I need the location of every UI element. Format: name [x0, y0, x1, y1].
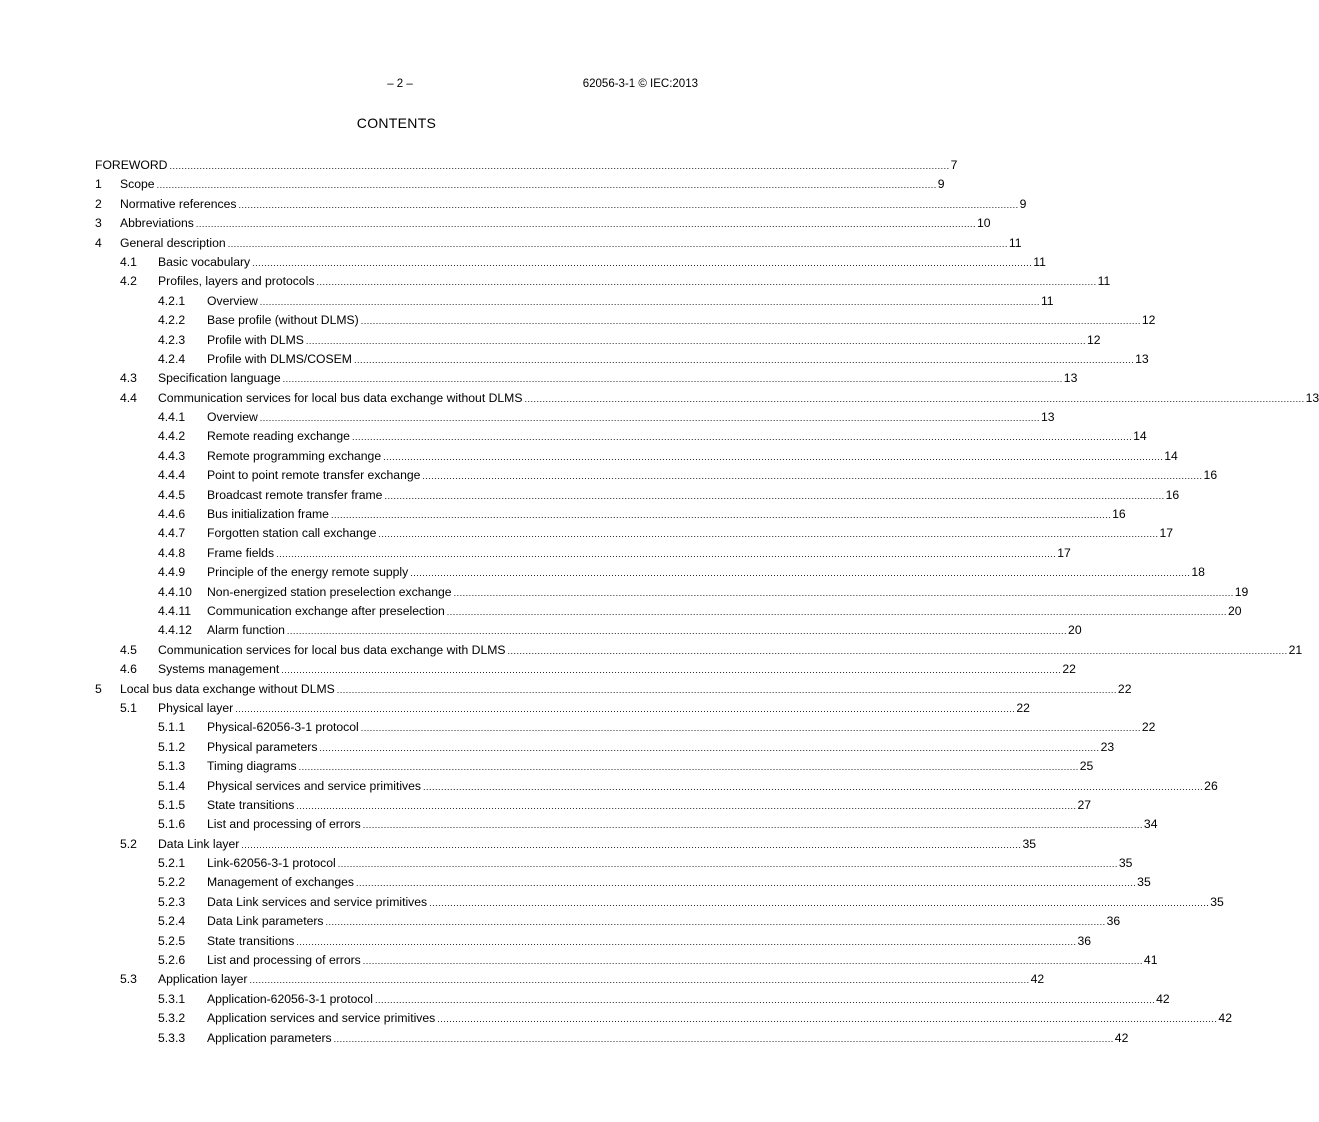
- toc-entry-page: 11: [1040, 293, 1054, 308]
- toc-entry-page: 34: [1143, 817, 1158, 832]
- toc-entry-page: 42: [1156, 991, 1170, 1006]
- dot-leader: ....................................................................................................................................................................................................................................................................: [235, 703, 1016, 714]
- toc-entry-title: Scope: [120, 177, 155, 192]
- toc-entry-number: 4.4.10: [158, 584, 192, 599]
- toc-entry-page: 17: [1057, 545, 1071, 560]
- dot-leader: ....................................................................................................................................................................................................................................................................: [305, 335, 1086, 346]
- document-reference: 62056-3-1 © IEC:2013: [582, 78, 698, 90]
- toc-entry-title: Specification language: [158, 371, 281, 386]
- toc-entry-page: 17: [1159, 526, 1174, 541]
- toc-entry-number: 4.4.9: [158, 565, 186, 580]
- toc-entry-page: 20: [1227, 603, 1242, 618]
- dot-leader: ....................................................................................................................................................................................................................................................................: [259, 296, 1040, 307]
- toc-entry-title: Communication exchange after preselection: [207, 603, 445, 618]
- toc-entry[interactable]: [95, 777, 1218, 796]
- toc-entry[interactable]: [95, 796, 1092, 815]
- dot-leader: ....................................................................................................................................................................................................................................................................: [437, 1014, 1218, 1025]
- toc-entry-page: 23: [1100, 739, 1115, 754]
- toc-entry-page: 16: [1165, 487, 1180, 502]
- dot-leader: ....................................................................................................................................................................................................................................................................: [330, 510, 1112, 521]
- toc-entry-number: 4.4.1: [158, 410, 186, 425]
- toc-entry-page: 42: [1218, 1011, 1232, 1026]
- toc-entry-title: Physical parameters: [207, 739, 318, 754]
- toc-entry-title: Profile with DLMS: [207, 332, 304, 347]
- toc-entry-number: 5.2.6: [158, 953, 186, 968]
- toc-entry-number: 5.1.2: [158, 739, 186, 754]
- toc-entry[interactable]: [95, 583, 1249, 602]
- toc-entry-page: 16: [1203, 468, 1218, 483]
- toc-entry[interactable]: [95, 912, 1121, 931]
- toc-entry[interactable]: [95, 486, 1180, 505]
- dot-leader: ....................................................................................................................................................................................................................................................................: [362, 956, 1143, 967]
- toc-entry-title: Local bus data exchange without DLMS: [120, 681, 335, 696]
- dot-leader: ....................................................................................................................................................................................................................................................................: [429, 897, 1210, 908]
- dot-leader: ....................................................................................................................................................................................................................................................................: [410, 568, 1191, 579]
- toc-entry[interactable]: [95, 253, 1046, 272]
- dot-leader: ....................................................................................................................................................................................................................................................................: [446, 606, 1227, 617]
- toc-entry-number: 5.2.1: [158, 856, 186, 871]
- toc-entry-number: 5.2.4: [158, 914, 186, 929]
- toc-entry-title: Application parameters: [207, 1030, 332, 1045]
- toc-entry[interactable]: [95, 272, 1111, 291]
- toc-entry-page: 18: [1191, 565, 1205, 580]
- dot-leader: ....................................................................................................................................................................................................................................................................: [281, 665, 1062, 676]
- dot-leader: ....................................................................................................................................................................................................................................................................: [524, 393, 1305, 404]
- toc-entry-page: 20: [1068, 623, 1082, 638]
- toc-entry[interactable]: [95, 970, 1045, 989]
- toc-entry-number: 4.4.5: [158, 487, 186, 502]
- toc-entry[interactable]: [95, 815, 1158, 834]
- toc-entry-page: 11: [1008, 235, 1022, 250]
- toc-entry[interactable]: [95, 292, 1054, 311]
- toc-entry-number: 4.4.3: [158, 448, 186, 463]
- toc-entry-number: 4.4.11: [158, 603, 191, 618]
- toc-entry-number: 4.4.7: [158, 526, 186, 541]
- toc-entry-page: 16: [1112, 507, 1126, 522]
- dot-leader: ....................................................................................................................................................................................................................................................................: [360, 316, 1141, 327]
- dot-leader: ....................................................................................................................................................................................................................................................................: [383, 451, 1164, 462]
- toc-entry-title: Application services and service primitives: [207, 1011, 436, 1026]
- toc-entry[interactable]: [95, 524, 1174, 543]
- toc-entry-title: Overview: [207, 410, 258, 425]
- toc-entry-page: 22: [1117, 681, 1132, 696]
- toc-entry[interactable]: [95, 757, 1094, 776]
- toc-entry-title: Abbreviations: [120, 216, 194, 231]
- toc-entry[interactable]: [95, 234, 1022, 253]
- toc-entry-number: 5.3: [120, 972, 137, 987]
- toc-entry-page: 19: [1234, 584, 1249, 599]
- toc-entry-number: 5.2.3: [158, 894, 186, 909]
- toc-entry-page: 7: [950, 158, 958, 172]
- toc-entry-page: 22: [1016, 700, 1030, 715]
- toc-entry-title: Systems management: [158, 662, 280, 677]
- toc-entry[interactable]: [95, 544, 1071, 563]
- toc-entry-title: Application layer: [158, 972, 248, 987]
- toc-entry-number: 5: [95, 681, 102, 696]
- toc-entry-page: 35: [1210, 894, 1224, 909]
- dot-leader: ....................................................................................................................................................................................................................................................................: [282, 374, 1063, 385]
- dot-leader: ....................................................................................................................................................................................................................................................................: [356, 878, 1137, 889]
- toc-entry-title: Physical services and service primitives: [207, 778, 422, 793]
- dot-leader: ....................................................................................................................................................................................................................................................................: [276, 548, 1057, 559]
- toc-entry-title: Bus initialization frame: [207, 507, 329, 522]
- dot-leader: ....................................................................................................................................................................................................................................................................: [227, 238, 1008, 249]
- toc-entry-page: 42: [1030, 972, 1045, 987]
- toc-entry-title: Broadcast remote transfer frame: [207, 487, 383, 502]
- toc-entry[interactable]: [95, 738, 1115, 757]
- dot-leader: ....................................................................................................................................................................................................................................................................: [337, 859, 1118, 870]
- dot-leader: ....................................................................................................................................................................................................................................................................: [422, 471, 1203, 482]
- dot-leader: ....................................................................................................................................................................................................................................................................: [384, 490, 1165, 501]
- dot-leader: ....................................................................................................................................................................................................................................................................: [375, 994, 1156, 1005]
- toc-entry[interactable]: [95, 427, 1147, 446]
- toc-entry-number: 4.4.6: [158, 507, 186, 522]
- toc-entry[interactable]: [95, 932, 1092, 951]
- toc-entry-number: 5.1.6: [158, 817, 186, 832]
- toc-entry-page: 9: [1019, 196, 1027, 211]
- toc-entry-number: 5.1.5: [158, 797, 186, 812]
- dot-leader: ....................................................................................................................................................................................................................................................................: [238, 199, 1019, 210]
- toc-entry-number: 3: [95, 216, 102, 231]
- toc-entry-number: 5.1: [120, 700, 137, 715]
- toc-entry-page: 35: [1118, 856, 1133, 871]
- toc-entry[interactable]: [95, 156, 958, 175]
- toc-entry-title: Basic vocabulary: [158, 254, 251, 269]
- toc-entry-title: FOREWORD: [95, 158, 168, 172]
- toc-entry-page: 13: [1063, 371, 1078, 386]
- toc-entry[interactable]: [95, 331, 1101, 350]
- toc-entry[interactable]: [95, 563, 1205, 582]
- toc-entry[interactable]: [95, 680, 1132, 699]
- toc-entry-title: Data Link services and service primitives: [207, 894, 428, 909]
- toc-entry-number: 5.2.2: [158, 875, 186, 890]
- toc-entry-page: 35: [1137, 875, 1151, 890]
- toc-entry-page: 13: [1135, 351, 1149, 366]
- dot-leader: ....................................................................................................................................................................................................................................................................: [241, 839, 1022, 850]
- toc-entry-title: Physical-62056-3-1 protocol: [207, 720, 359, 735]
- toc-entry-title: State transitions: [207, 933, 295, 948]
- toc-entry-title: Alarm function: [207, 623, 285, 638]
- toc-entry-title: Profiles, layers and protocols: [158, 274, 315, 289]
- toc-entry[interactable]: [95, 466, 1218, 485]
- toc-entry-page: 12: [1087, 332, 1101, 347]
- dot-leader: ....................................................................................................................................................................................................................................................................: [353, 354, 1135, 365]
- toc-entry-number: 4.2.3: [158, 332, 186, 347]
- dot-leader: ....................................................................................................................................................................................................................................................................: [453, 587, 1234, 598]
- toc-entry[interactable]: [95, 893, 1224, 912]
- dot-leader: ....................................................................................................................................................................................................................................................................: [319, 742, 1100, 753]
- toc-entry-number: 2: [95, 196, 102, 211]
- toc-entry-page: 13: [1040, 410, 1055, 425]
- dot-leader: ....................................................................................................................................................................................................................................................................: [333, 1033, 1114, 1044]
- toc-entry[interactable]: [95, 835, 1036, 854]
- toc-entry-page: 35: [1022, 836, 1036, 851]
- toc-entry[interactable]: [95, 1009, 1232, 1028]
- dot-leader: ....................................................................................................................................................................................................................................................................: [169, 161, 950, 171]
- toc-entry[interactable]: [95, 990, 1170, 1009]
- dot-leader: ....................................................................................................................................................................................................................................................................: [286, 626, 1068, 637]
- dot-leader: ....................................................................................................................................................................................................................................................................: [296, 800, 1077, 811]
- toc-entry[interactable]: [95, 621, 1082, 640]
- toc-entry-page: 10: [977, 216, 991, 231]
- toc-entry-number: 5.3.1: [158, 991, 186, 1006]
- toc-entry-number: 4.1: [120, 254, 137, 269]
- toc-entry-title: Principle of the energy remote supply: [207, 565, 409, 580]
- toc-entry-number: 5.2: [120, 836, 137, 851]
- toc-entry-page: 27: [1077, 797, 1092, 812]
- toc-entry[interactable]: [95, 854, 1133, 873]
- toc-entry-title: Remote reading exchange: [207, 429, 350, 444]
- toc-entry-title: Remote programming exchange: [207, 448, 382, 463]
- table-of-contents: [95, 156, 1319, 1048]
- dot-leader: ....................................................................................................................................................................................................................................................................: [362, 820, 1143, 831]
- toc-entry-title: State transitions: [207, 797, 295, 812]
- toc-entry[interactable]: [95, 447, 1178, 466]
- toc-entry-number: 5.3.3: [158, 1030, 186, 1045]
- toc-entry[interactable]: [95, 369, 1078, 388]
- toc-entry-page: 21: [1288, 642, 1303, 657]
- toc-entry-page: 11: [1097, 274, 1111, 289]
- toc-entry-number: 5.1.1: [158, 720, 186, 735]
- toc-entry[interactable]: [95, 175, 945, 194]
- dot-leader: ....................................................................................................................................................................................................................................................................: [195, 219, 976, 230]
- toc-entry-page: 26: [1204, 778, 1218, 793]
- toc-entry-title: Overview: [207, 293, 258, 308]
- dot-leader: ....................................................................................................................................................................................................................................................................: [336, 684, 1117, 695]
- toc-entry-page: 36: [1106, 914, 1121, 929]
- toc-entry-page: 22: [1062, 662, 1076, 677]
- dot-leader: ....................................................................................................................................................................................................................................................................: [259, 413, 1040, 424]
- dot-leader: ....................................................................................................................................................................................................................................................................: [316, 277, 1097, 288]
- toc-entry-number: 4.2.1: [158, 293, 186, 308]
- toc-entry-number: 4.2: [120, 274, 137, 289]
- toc-entry-title: Profile with DLMS/COSEM: [207, 351, 352, 366]
- toc-entry[interactable]: [95, 641, 1303, 660]
- toc-entry-number: 4.4.4: [158, 468, 186, 483]
- toc-entry-page: 42: [1114, 1030, 1129, 1045]
- dot-leader: ....................................................................................................................................................................................................................................................................: [378, 529, 1159, 540]
- toc-entry-title: Link-62056-3-1 protocol: [207, 856, 336, 871]
- toc-entry-page: 13: [1305, 390, 1319, 405]
- toc-entry[interactable]: [95, 1029, 1129, 1048]
- toc-entry-title: List and processing of errors: [207, 953, 361, 968]
- toc-entry-number: 4.2.4: [158, 351, 186, 366]
- toc-entry-title: Communication services for local bus data exchange with DLMS: [158, 642, 506, 657]
- toc-entry-title: Data Link parameters: [207, 914, 324, 929]
- toc-entry[interactable]: [95, 951, 1158, 970]
- dot-leader: ....................................................................................................................................................................................................................................................................: [298, 762, 1079, 773]
- toc-entry-title: Timing diagrams: [207, 759, 297, 774]
- toc-entry-title: Point to point remote transfer exchange: [207, 468, 421, 483]
- toc-entry[interactable]: [95, 408, 1055, 427]
- toc-entry-number: 5.1.4: [158, 778, 186, 793]
- toc-entry-page: 9: [937, 177, 945, 192]
- toc-entry-title: Application-62056-3-1 protocol: [207, 991, 373, 1006]
- dot-leader: ....................................................................................................................................................................................................................................................................: [423, 781, 1204, 792]
- dot-leader: ....................................................................................................................................................................................................................................................................: [325, 917, 1106, 928]
- toc-entry[interactable]: [95, 311, 1156, 330]
- toc-entry-number: 4.4.8: [158, 545, 186, 560]
- dot-leader: ....................................................................................................................................................................................................................................................................: [296, 936, 1077, 947]
- toc-entry-page: 11: [1033, 254, 1046, 269]
- dot-leader: ....................................................................................................................................................................................................................................................................: [507, 645, 1288, 656]
- toc-entry-number: 4: [95, 235, 102, 250]
- toc-entry-title: Non-energized station preselection exchange: [207, 584, 452, 599]
- toc-entry[interactable]: [95, 699, 1030, 718]
- toc-entry[interactable]: [95, 350, 1149, 369]
- toc-entry-number: 4.2.2: [158, 313, 186, 328]
- toc-entry-title: General description: [120, 235, 226, 250]
- toc-entry[interactable]: [95, 505, 1126, 524]
- toc-entry[interactable]: [95, 660, 1076, 679]
- toc-entry[interactable]: [95, 602, 1242, 621]
- toc-entry-title: Base profile (without DLMS): [207, 313, 359, 328]
- toc-entry-title: Frame fields: [207, 545, 275, 560]
- toc-entry-title: Management of exchanges: [207, 875, 355, 890]
- toc-entry-title: Physical layer: [158, 700, 234, 715]
- dot-leader: ....................................................................................................................................................................................................................................................................: [351, 432, 1133, 443]
- toc-entry-number: 5.2.5: [158, 933, 186, 948]
- page-title: CONTENTS: [356, 115, 437, 131]
- dot-leader: ....................................................................................................................................................................................................................................................................: [252, 257, 1033, 268]
- toc-entry[interactable]: [95, 214, 991, 233]
- toc-entry-title: Data Link layer: [158, 836, 240, 851]
- toc-entry-title: Communication services for local bus data exchange without DLMS: [158, 390, 523, 405]
- toc-entry[interactable]: [95, 195, 1027, 214]
- toc-entry-number: 4.3: [120, 371, 137, 386]
- page-number: – 2 –: [387, 78, 413, 90]
- toc-entry-page: 12: [1141, 313, 1156, 328]
- toc-entry-title: List and processing of errors: [207, 817, 361, 832]
- toc-entry-page: 36: [1077, 933, 1092, 948]
- toc-entry-page: 41: [1143, 953, 1158, 968]
- dot-leader: ....................................................................................................................................................................................................................................................................: [156, 180, 937, 191]
- toc-entry-number: 4.5: [120, 642, 137, 657]
- toc-entry-page: 22: [1141, 720, 1156, 735]
- toc-entry-number: 5.3.2: [158, 1011, 186, 1026]
- toc-entry-page: 14: [1133, 429, 1147, 444]
- toc-entry-number: 4.4.12: [158, 623, 192, 638]
- toc-entry[interactable]: [95, 873, 1151, 892]
- toc-entry-number: 4.6: [120, 662, 137, 677]
- dot-leader: ....................................................................................................................................................................................................................................................................: [249, 975, 1030, 986]
- toc-entry[interactable]: [95, 718, 1156, 737]
- toc-entry[interactable]: [95, 389, 1319, 408]
- toc-entry-title: Normative references: [120, 196, 237, 211]
- toc-entry-page: 14: [1164, 448, 1178, 463]
- dot-leader: ....................................................................................................................................................................................................................................................................: [360, 723, 1141, 734]
- toc-entry-title: Forgotten station call exchange: [207, 526, 377, 541]
- toc-entry-number: 5.1.3: [158, 759, 186, 774]
- toc-entry-page: 25: [1079, 759, 1094, 774]
- toc-entry-number: 1: [95, 177, 102, 192]
- toc-entry-number: 4.4.2: [158, 429, 186, 444]
- toc-entry-number: 4.4: [120, 390, 137, 405]
